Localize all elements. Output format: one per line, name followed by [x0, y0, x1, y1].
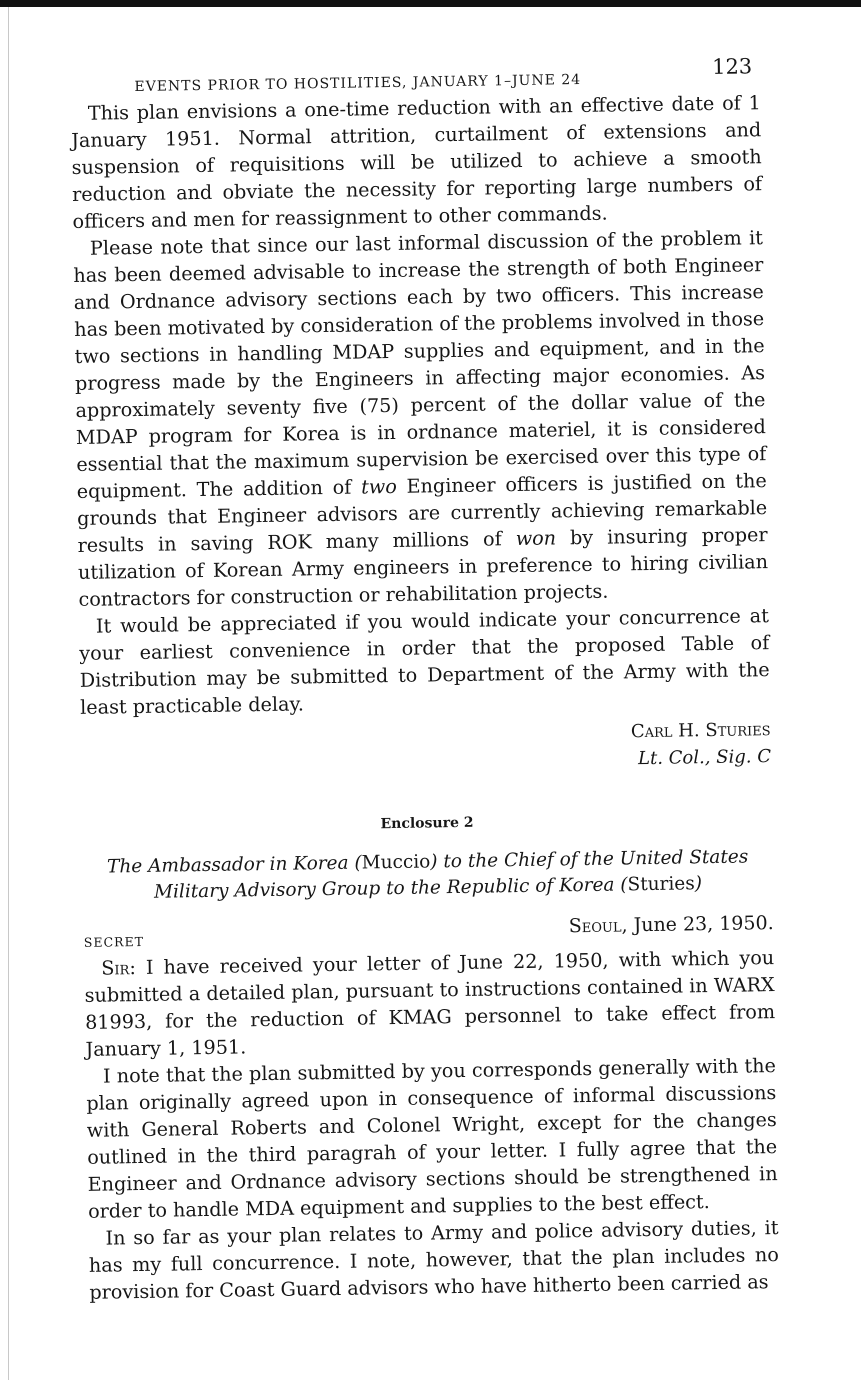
signature-block	[80, 716, 771, 781]
dateline	[569, 912, 774, 937]
p2-text-2: Engineer officers is justified on the grounds that Engineer advisors are currently achieving remarkable results in saving ROK many millions of	[77, 469, 768, 557]
document-page	[70, 49, 779, 1306]
salutation: Sir	[101, 956, 130, 980]
heading-text-1: The Ambassador in Korea (	[106, 852, 362, 878]
running-head-title: EVENTS PRIOR TO HOSTILITIES, JANUARY 1–JUNE 24	[134, 71, 582, 95]
enclosure-label: Enclosure 2	[380, 814, 474, 833]
signature-name: Carl H. Sturies	[630, 719, 771, 743]
letter-paragraph-1	[84, 944, 776, 1063]
letter-paragraph-2: I note that the plan submitted by you corresponds generally with the plan originally agreed upon in consequence of informal discussions with General Roberts and Colonel Wright, except for the changes outlined in the third paragrah of your letter. I fully agree that the Engineer and Ordnance advisory sections should be strengthened in order to handle MDA equipment and supplies to the best effect.	[86, 1054, 778, 1223]
heading-name-muccio: Muccio	[361, 851, 431, 874]
signature-rank: Lt. Col., Sig. C	[637, 746, 772, 770]
heading-text-2: ) to the Chief of the United States Military Advisory Group to the Republic of Korea (	[153, 846, 749, 903]
heading-text-3: )	[694, 873, 703, 895]
p2-text-1: Please note that since our last informal discussion of the problem it has been deemed advisable to increase the strength of both Engineer and Ordnance advisory sections each by two officers. This increase has been motivated by consideration of the problems involved in those two sections in handling MDAP supplies and equipment, and in the progress made by the Engineers in affecting major economies. As approximately seventy five (75) percent of the dollar value of the MDAP program for Korea is in ordnance materiel, it is considered essential that the maximum supervision be exercised over this type of equipment. The addition of	[73, 226, 767, 503]
letter-p1-text: : I have received your letter of June 22, 1950, with which you submitted a detailed plan, pursuant to instructions contained in WARX 81993, for the reduction of KMAG personnel to take effect from January 1, 1951.	[84, 946, 776, 1061]
dateline-place: Seoul	[568, 914, 622, 938]
page-number: 123	[711, 54, 753, 79]
paragraph-plan-reduction: This plan envisions a one-time reduction with an effective date of 1 January 1951. Normal attrition, curtailment of extensions and suspension of requisitions will be utilized to achieve a smooth reduction and obviate the necessity for reporting large numbers of officers and men for reassignment to other commands.	[71, 91, 763, 233]
paragraph-engineer-ordnance	[73, 224, 769, 613]
heading-name-sturies: Sturies	[627, 873, 695, 896]
document-heading	[82, 844, 773, 907]
p2-emphasis-two: two	[360, 474, 397, 499]
classification-marking: SECRET	[83, 933, 145, 950]
p2-text-3: by insuring proper utilization of Korean Army engineers in preference to hiring civilian contractors for construction or rehabilitation projects.	[77, 523, 769, 611]
scan-left-edge	[8, 7, 9, 1380]
p2-emphasis-won: won	[515, 526, 557, 551]
dateline-date: , June 23, 1950.	[621, 912, 774, 937]
paragraph-concurrence-request: It would be appreciated if you would indicate your concurrence at your earliest convenience in order that the proposed Table of Distribution may be submitted to Department of the Army with the least practicable delay.	[79, 604, 770, 719]
letter-paragraph-3: In so far as your plan relates to Army and police advisory duties, it has my full concurrence. I note, however, that the plan includes no provision for Coast Guard advisors who have hitherto been carried as	[88, 1216, 780, 1304]
scan-top-edge	[0, 0, 861, 7]
